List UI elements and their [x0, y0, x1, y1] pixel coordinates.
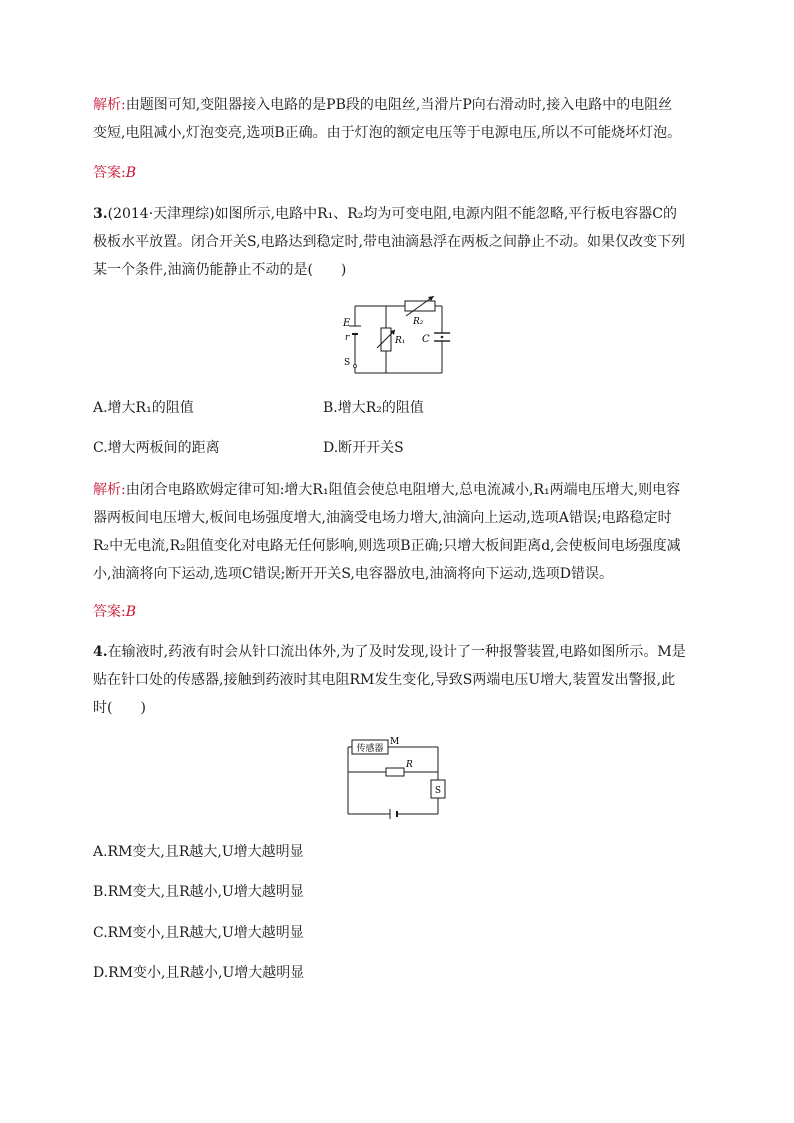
q2-answer: [93, 163, 136, 183]
q2-analysis-line1: [93, 95, 672, 115]
q2-analysis-line2: 变短,电阻减小,灯泡变亮,选项B正确。由于灯泡的额定电压等于电源电压,所以不可能烧坏灯泡。: [93, 125, 682, 141]
q3-stem-line3: 某一个条件,油滴仍能静止不动的是( ): [93, 262, 347, 278]
label-S: S: [344, 358, 351, 368]
label-R1: R₁: [395, 336, 406, 346]
label-r: r: [345, 333, 350, 343]
oil-drop: [441, 336, 444, 339]
answer-value: B: [125, 604, 137, 620]
answer-value: B: [125, 165, 137, 181]
stem-text: 在输液时,药液有时会从针口流出体外,为了及时发现,设计了一种报警装置,电路如图所示。M是: [107, 644, 686, 660]
q3-answer: [93, 602, 136, 622]
q3-analysis-line4: 小,油滴将向下运动,选项C错误;断开开关S,电容器放电,油滴将向下运动,选项D错误。: [93, 566, 613, 582]
resistor-r: [386, 768, 404, 776]
stem-text: (2014·天津理综)如图所示,电路中R₁、R₂均为可变电阻,电源内阻不能忽略,平行板电容器C的: [107, 206, 677, 222]
q4-option-a: A.RM变大,且R越大,U增大越明显: [93, 844, 304, 860]
q4-option-b: B.RM变大,且R越小,U增大越明显: [93, 884, 304, 900]
label-E: E: [343, 318, 351, 329]
label-M: M: [390, 737, 400, 747]
question-number: 3.: [93, 206, 108, 222]
q3-stem-line2: 极板水平放置。闭合开关S,电路达到稳定时,带电油滴悬浮在两板之间静止不动。如果仅改变下列: [93, 234, 685, 250]
label-R: R: [406, 760, 413, 770]
analysis-label: 解析:: [93, 482, 126, 498]
q4-stem-line3: 时( ): [93, 700, 146, 716]
q4-stem-line2: 贴在针口处的传感器,接触到药液时其电阻RM发生变化,导致S两端电压U增大,装置发出警报,此: [93, 672, 676, 688]
q3-option-c: C.增大两板间的距离: [93, 440, 220, 456]
label-C: C: [422, 334, 430, 345]
answer-label: 答案:: [93, 165, 126, 181]
switch-contact: [354, 365, 357, 368]
q4-option-d: D.RM变小,且R越小,U增大越明显: [93, 965, 305, 981]
q3-analysis-line1: [93, 480, 680, 500]
q3-analysis-line2: 器两板间电压增大,板间电场强度增大,油滴受电场力增大,油滴向上运动,选项A错误;电路稳定时: [93, 510, 672, 526]
analysis-text: 由闭合电路欧姆定律可知:增大R₁阻值会使总电阻增大,总电流减小,R₁两端电压增大,则电容: [125, 482, 681, 498]
q4-option-c: C.RM变小,且R越大,U增大越明显: [93, 925, 304, 941]
sensor-label: 传感器: [356, 744, 384, 754]
q3-option-b: B.增大R₂的阻值: [323, 400, 424, 416]
analysis-text: 由题图可知,变阻器接入电路的是PB段的电阻丝,当滑片P向右滑动时,接入电路中的电阻丝: [125, 97, 673, 113]
analysis-label: 解析:: [93, 97, 126, 113]
answer-label: 答案:: [93, 604, 126, 620]
label-R2: R₂: [413, 317, 424, 327]
q4-stem-line1: [93, 642, 686, 662]
q3-option-a: A.增大R₁的阻值: [93, 400, 194, 416]
q3-option-d: D.断开开关S: [323, 440, 404, 456]
q3-circuit-diagram: [340, 296, 460, 380]
q3-analysis-line3: R₂中无电流,R₂阻值变化对电路无任何影响,则选项B正确;只增大板间距离d,会使板间电场强度减: [93, 538, 681, 554]
label-S: S: [434, 786, 442, 796]
question-number: 4.: [93, 644, 108, 660]
q4-circuit-diagram: [340, 734, 450, 820]
q3-stem-line1: [93, 204, 677, 224]
